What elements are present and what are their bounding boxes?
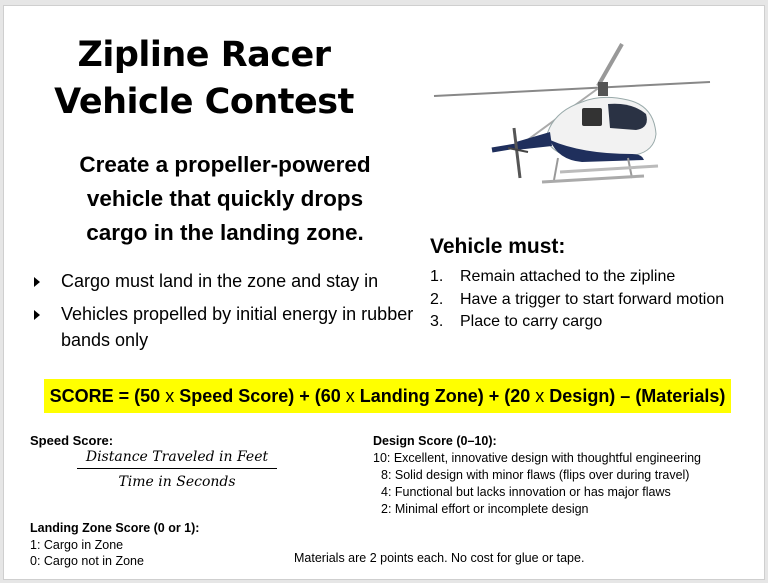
multiply-sign: x	[165, 386, 175, 406]
helicopter-image	[432, 42, 722, 192]
landing-zone-item: 0: Cargo not in Zone	[30, 554, 144, 568]
requirement-item	[430, 311, 760, 334]
design-score-label: Design Score (0–10):	[373, 434, 497, 448]
fraction-numerator: Distance Traveled in Feet	[77, 449, 277, 469]
score-part: Speed Score) + (60	[174, 386, 346, 406]
requirement-text: Have a trigger to start forward motion	[460, 290, 725, 308]
bullet-item	[34, 301, 414, 353]
vehicle-requirements	[430, 232, 760, 334]
bullet-item	[34, 268, 414, 294]
subtitle-line-3: cargo in the landing zone.	[86, 220, 364, 245]
requirement-text: Place to carry cargo	[460, 313, 603, 330]
landing-zone-score	[30, 520, 199, 570]
landing-zone-item: 1: Cargo in Zone	[30, 537, 124, 552]
score-part: SCORE = (50	[49, 386, 166, 406]
rules-bullet-list	[34, 268, 414, 360]
triangle-bullet-icon	[34, 277, 40, 287]
bullet-text: Vehicles propelled by initial energy in rubber bands only	[61, 304, 414, 350]
triangle-bullet-icon	[34, 310, 40, 320]
design-score	[373, 433, 701, 518]
landing-zone-label: Landing Zone Score (0 or 1):	[30, 521, 200, 535]
score-part: Landing Zone) + (20	[354, 386, 536, 406]
fraction-denominator: Time in Seconds	[118, 474, 236, 490]
materials-note: Materials are 2 points each. No cost for glue or tape.	[294, 551, 585, 565]
score-part: Design) – (Materials)	[544, 386, 726, 406]
slide-title	[44, 32, 364, 126]
speed-score-label: Speed Score:	[30, 433, 114, 448]
title-line-1: Zipline Racer	[77, 35, 331, 75]
score-formula	[44, 379, 731, 413]
subtitle-line-1: Create a propeller-powered	[79, 152, 371, 177]
requirements-list	[430, 266, 760, 334]
requirement-number: 2.	[430, 290, 444, 308]
subtitle	[40, 148, 410, 250]
multiply-sign: x	[535, 386, 545, 406]
requirement-number: 1.	[430, 268, 444, 285]
design-score-item: 8: Solid design with minor flaws (flips over during travel)	[381, 468, 690, 482]
slide	[3, 5, 765, 580]
requirement-item	[430, 266, 760, 289]
speed-score-formula	[77, 449, 277, 490]
subtitle-line-2: vehicle that quickly drops	[86, 186, 364, 211]
vehicle-must-heading: Vehicle must:	[430, 235, 566, 258]
multiply-sign: x	[345, 386, 355, 406]
design-score-item: 4: Functional but lacks innovation or has major flaws	[381, 485, 671, 499]
requirement-text: Remain attached to the zipline	[460, 268, 676, 285]
requirement-number: 3.	[430, 313, 444, 330]
requirement-item	[430, 289, 760, 312]
design-score-item: 2: Minimal effort or incomplete design	[381, 502, 589, 516]
title-line-2: Vehicle Contest	[54, 82, 354, 122]
design-score-item: 10: Excellent, innovative design with thoughtful engineering	[373, 451, 701, 465]
bullet-text: Cargo must land in the zone and stay in	[61, 271, 379, 291]
